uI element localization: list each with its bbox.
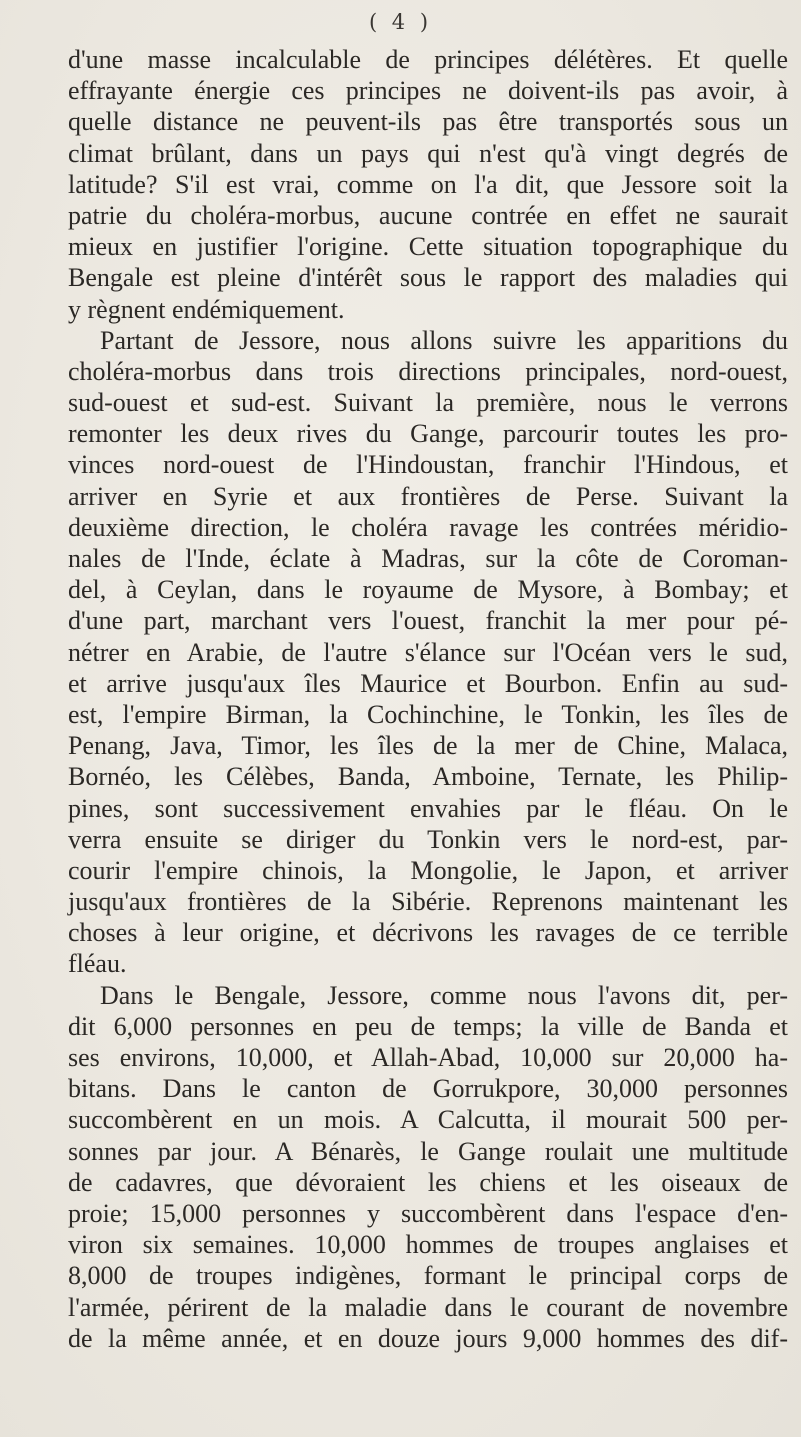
text-line: fléau. <box>68 949 127 979</box>
text-line: succombèrent en un mois. A Calcutta, il mourait 500 per- <box>68 1105 788 1135</box>
body-text <box>68 44 788 1354</box>
text-line: de cadavres, que dévoraient les chiens et les oiseaux de <box>68 1167 788 1197</box>
text-line: climat brûlant, dans un pays qui n'est qu'à vingt degrés de <box>68 138 788 168</box>
text-line: l'armée, périrent de la maladie dans le courant de novembre <box>68 1292 788 1322</box>
text-line: latitude? S'il est vrai, comme on l'a dit, que Jessore soit la <box>68 169 788 199</box>
text-line: choléra-morbus dans trois directions principales, nord-ouest, <box>68 356 788 386</box>
text-line: mieux en justifier l'origine. Cette situation topographique du <box>68 232 788 262</box>
text-line: sud-ouest et sud-est. Suivant la première, nous le verrons <box>68 388 788 418</box>
text-line: effrayante énergie ces principes ne doivent-ils pas avoir, à <box>68 76 788 106</box>
text-line: verra ensuite se diriger du Tonkin vers le nord-est, par- <box>68 824 788 854</box>
text-line: Penang, Java, Timor, les îles de la mer de Chine, Malaca, <box>68 731 788 761</box>
text-line: nales de l'Inde, éclate à Madras, sur la côte de Coroman- <box>68 544 788 573</box>
text-line: choses à leur origine, et décrivons les ravages de ce terrible <box>68 918 788 948</box>
text-line: pines, sont successivement envahies par le fléau. On le <box>68 793 788 823</box>
text-line: y règnent endémiquement. <box>68 294 345 324</box>
text-line: Dans le Bengale, Jessore, comme nous l'avons dit, per- <box>100 980 788 1010</box>
text-line: viron six semaines. 10,000 hommes de troupes anglaises et <box>68 1230 788 1260</box>
text-line: 8,000 de troupes indigènes, formant le principal corps de <box>68 1261 788 1291</box>
text-line: d'une part, marchant vers l'ouest, franchit la mer pour pé- <box>68 606 788 636</box>
text-line: patrie du choléra-morbus, aucune contrée en effet ne saurait <box>68 200 788 230</box>
paragraph <box>68 44 788 325</box>
text-line: courir l'empire chinois, la Mongolie, le Japon, et arriver <box>68 855 788 885</box>
text-line: Bornéo, les Célèbes, Banda, Amboine, Ternate, les Philip- <box>68 762 788 792</box>
text-line: proie; 15,000 personnes y succombèrent dans l'espace d'en- <box>68 1198 788 1228</box>
text-line: Partant de Jessore, nous allons suivre les apparitions du <box>100 325 788 355</box>
paragraph <box>68 980 788 1354</box>
page-number: ( 4 ) <box>368 10 433 34</box>
text-line: nétrer en Arabie, de l'autre s'élance sur l'Océan vers le sud, <box>68 637 788 667</box>
text-line: Bengale est pleine d'intérêt sous le rapport des maladies qui <box>68 263 788 293</box>
text-line: deuxième direction, le choléra ravage les contrées méridio- <box>68 512 788 542</box>
text-line: del, à Ceylan, dans le royaume de Mysore, à Bombay; et <box>68 575 788 605</box>
text-line: et arrive jusqu'aux îles Maurice et Bourbon. Enfin au sud- <box>68 668 788 698</box>
text-line: arriver en Syrie et aux frontières de Perse. Suivant la <box>68 481 788 511</box>
text-line: remonter les deux rives du Gange, parcourir toutes les pro- <box>68 419 788 449</box>
text-line: de la même année, et en douze jours 9,000 hommes des dif- <box>68 1323 788 1353</box>
text-line: jusqu'aux frontières de la Sibérie. Reprenons maintenant les <box>68 887 788 917</box>
text-line: sonnes par jour. A Bénarès, le Gange roulait une multitude <box>68 1136 788 1166</box>
text-line: quelle distance ne peuvent-ils pas être transportés sous un <box>68 107 788 137</box>
text-line: vinces nord-ouest de l'Hindoustan, franchir l'Hindous, et <box>68 450 788 480</box>
text-line: d'une masse incalculable de principes délétères. Et quelle <box>68 45 788 74</box>
text-line: dit 6,000 personnes en peu de temps; la ville de Banda et <box>68 1011 788 1041</box>
text-line: ses environs, 10,000, et Allah-Abad, 10,000 sur 20,000 ha- <box>68 1043 788 1072</box>
text-line: est, l'empire Birman, la Cochinchine, le Tonkin, les îles de <box>68 699 788 729</box>
text-line: bitans. Dans le canton de Gorrukpore, 30,000 personnes <box>68 1074 788 1104</box>
paragraph <box>68 325 788 980</box>
